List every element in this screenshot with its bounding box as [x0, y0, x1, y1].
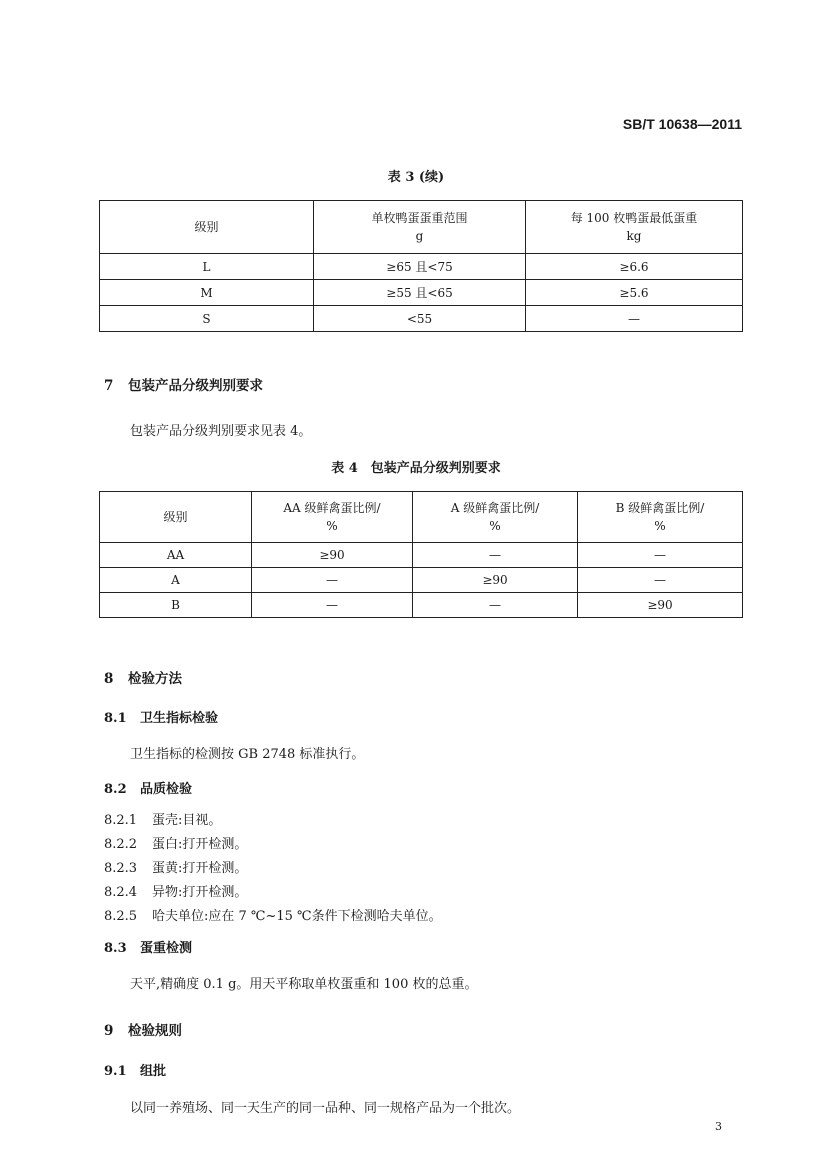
table-cell: ≥6.6: [526, 254, 743, 280]
table-cell: L: [100, 254, 314, 280]
table-row: [100, 280, 743, 306]
list-item: 8.2.4 异物:打开检测。: [104, 885, 248, 900]
table3-caption: 表 3 (续): [387, 170, 445, 185]
section-9-1-text: 以同一养殖场、同一天生产的同一品种、同一规格产品为一个批次。: [130, 1101, 521, 1116]
table-cell: A: [100, 568, 252, 593]
table-row: [100, 593, 743, 618]
list-item: 8.2.1 蛋壳:目视。: [104, 813, 222, 828]
table4-header-cell: 级别: [100, 492, 252, 543]
table3-header-row: [100, 201, 743, 254]
table3-header-cell: 单枚鸭蛋蛋重范围 g: [314, 201, 526, 254]
table-cell: AA: [100, 543, 252, 568]
section-8-3-heading: 8.3 蛋重检测: [104, 941, 193, 956]
table-row: [100, 543, 743, 568]
table-cell: ≥65 且<75: [314, 254, 526, 280]
table-cell: —: [252, 593, 413, 618]
document-number: SB/T 10638—2011: [622, 116, 742, 132]
table-cell: <55: [314, 306, 526, 332]
table3-header-cell: 每 100 枚鸭蛋最低蛋重 kg: [526, 201, 743, 254]
section-8-1-heading: 8.1 卫生指标检验: [104, 711, 219, 726]
list-item: 8.2.3 蛋黄:打开检测。: [104, 861, 248, 876]
table-cell: ≥90: [413, 568, 578, 593]
table-cell: —: [526, 306, 743, 332]
table4-header-cell: A 级鲜禽蛋比例/ %: [413, 492, 578, 543]
section-9-heading: 9 检验规则: [104, 1023, 182, 1039]
table-cell: M: [100, 280, 314, 306]
table4-header-row: [100, 492, 743, 543]
table-cell: ≥90: [578, 593, 743, 618]
table-cell: B: [100, 593, 252, 618]
section-8-2-heading: 8.2 品质检验: [104, 782, 193, 797]
section-8-heading: 8 检验方法: [104, 671, 182, 687]
section-7-heading: 7 包装产品分级判别要求: [104, 378, 263, 394]
list-item: 8.2.5 哈夫单位:应在 7 ℃~15 ℃条件下检测哈夫单位。: [104, 909, 442, 924]
table4-header-cell: AA 级鲜禽蛋比例/ %: [252, 492, 413, 543]
section-8-1-text: 卫生指标的检测按 GB 2748 标准执行。: [130, 747, 365, 762]
section-7-text: 包装产品分级判别要求见表 4。: [130, 424, 312, 439]
table-cell: —: [578, 568, 743, 593]
section-8-3-text: 天平,精确度 0.1 g。用天平称取单枚蛋重和 100 枚的总重。: [130, 977, 478, 992]
table3: [99, 200, 743, 332]
table-cell: ≥55 且<65: [314, 280, 526, 306]
table-cell: —: [578, 543, 743, 568]
page-number: 3: [715, 1120, 722, 1133]
section-9-1-heading: 9.1 组批: [104, 1064, 167, 1079]
table-cell: —: [252, 568, 413, 593]
table4: [99, 491, 743, 618]
table-row: [100, 254, 743, 280]
table-cell: ≥5.6: [526, 280, 743, 306]
table4-caption: 表 4 包装产品分级判别要求: [331, 461, 501, 476]
table4-header-cell: B 级鲜禽蛋比例/ %: [578, 492, 743, 543]
table-cell: ≥90: [252, 543, 413, 568]
table-cell: —: [413, 543, 578, 568]
table-cell: —: [413, 593, 578, 618]
list-item: 8.2.2 蛋白:打开检测。: [104, 837, 248, 852]
table-cell: S: [100, 306, 314, 332]
table3-header-cell: 级别: [100, 201, 314, 254]
table-row: [100, 568, 743, 593]
table-row: [100, 306, 743, 332]
